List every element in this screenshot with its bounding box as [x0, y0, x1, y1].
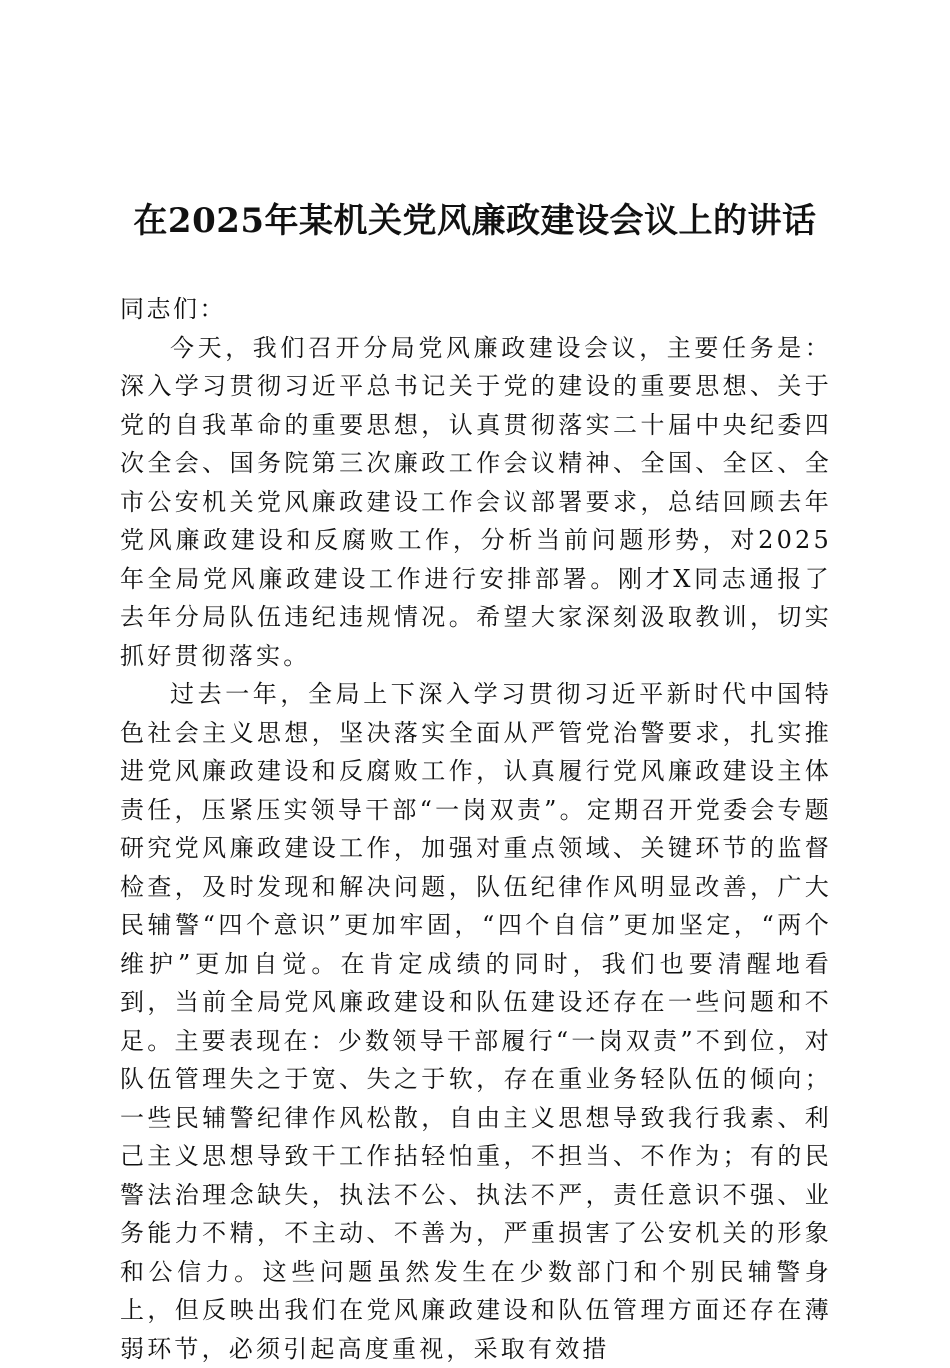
- paragraph-review: 过去一年，全局上下深入学习贯彻习近平新时代中国特色社会主义思想，坚决落实全面从严管党治警要求，扎实推进党风廉政建设和反腐败工作，认真履行党风廉政建设主体责任，压紧压实领导干部“一岗双责”。定期召开党委会专题研究党风廉政建设工作，加强对重点领域、关键环节的监督检查，及时发现和解决问题，队伍纪律作风明显改善，广大民辅警“四个意识”更加牢固，“四个自信”更加坚定，“两个维护”更加自觉。在肯定成绩的同时，我们也要清醒地看到，当前全局党风廉政建设和队伍建设还存在一些问题和不足。主要表现在：少数领导干部履行“一岗双责”不到位，对队伍管理失之于宽、失之于软，存在重业务轻队伍的倾向；一些民辅警纪律作风松散，自由主义思想导致我行我素、利己主义思想导致干工作拈轻怕重，不担当、不作为；有的民警法治理念缺失，执法不公、执法不严，责任意识不强、业务能力不精，不主动、不善为，严重损害了公安机关的形象和公信力。这些问题虽然发生在少数部门和个别民辅警身上，但反映出我们在党风廉政建设和队伍管理方面还存在薄弱环节，必须引起高度重视，采取有效措: [120, 680, 832, 1363]
- paragraph-opening: 今天，我们召开分局党风廉政建设会议，主要任务是：深入学习贯彻习近平总书记关于党的建设的重要思想、关于党的自我革命的重要思想，认真贯彻落实二十届中央纪委四次全会、国务院第三次廉政工作会议精神、全国、全区、全市公安机关党风廉政建设工作会议部署要求，总结回顾去年党风廉政建设和反腐败工作，分析当前问题形势，对2025年全局党风廉政建设工作进行安排部署。刚才X同志通报了去年分局队伍违纪违规情况。希望大家深刻汲取教训，切实抓好贯彻落实。: [120, 333, 832, 670]
- salutation: 同志们：: [120, 295, 226, 323]
- document-title: 在2025年某机关党风廉政建设会议上的讲话: [133, 201, 817, 241]
- document-body: [120, 290, 832, 1368]
